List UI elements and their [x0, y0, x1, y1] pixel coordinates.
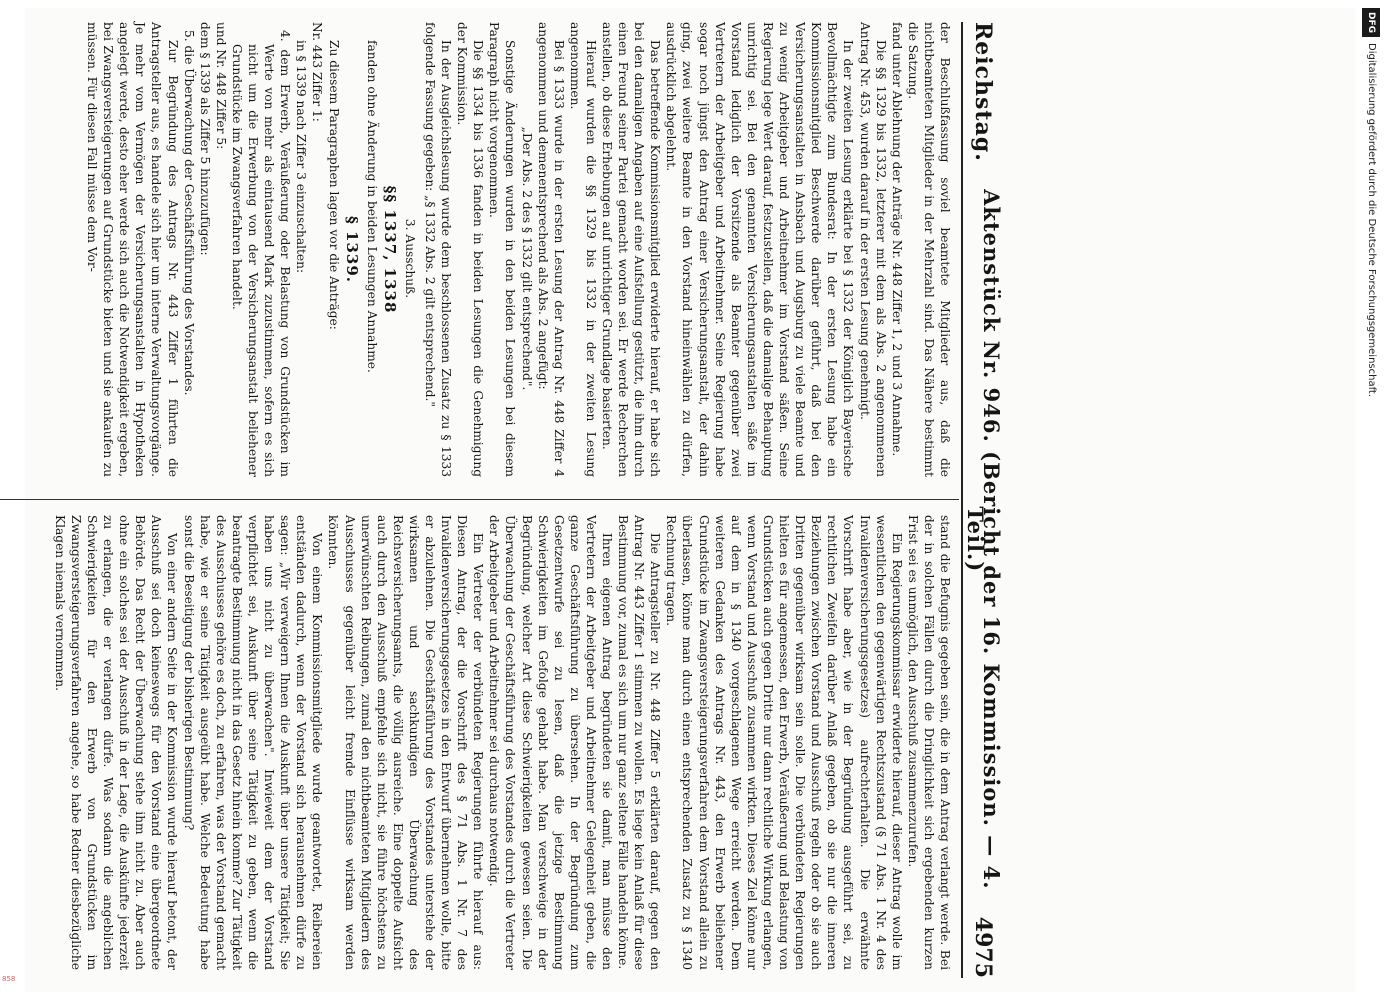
section-heading-1339: § 1339.: [342, 215, 361, 284]
sub-heading: 3. Ausschuß.: [402, 218, 417, 299]
rotated-page: [0, 8, 1009, 992]
paragraph: In der Ausgleichslesung wurde dem beschlossenen Zusatz zu § 1333 folgende Fassung gegeben: „§ 1332 Abs. 2 gilt entsprechend.": [423, 22, 454, 477]
paragraph: Das betreffende Kommissionsmitglied erwiderte hierauf, er habe sich bei den damaligen Angaben auf eine Aufstellung gestützt, die ihm durch einen Freund seiner Partei gemacht worden sei. Er werde Recherchen anstellen, ob diese Erhebungen auf unrichtiger Grundlage basierten.: [600, 22, 663, 477]
paragraph: Von einem Kommissionsmitgliede wurde geantwortet, Reibereien entständen dadurch, wenn der Vorstand sich herausnehmen dürfe zu sagen: „Wir verweigern Ihnen die Auskunft über unsere Tätigkeit; Sie haben uns nicht zu überwachen". Inwieweit dem der Vorstand verpflichtet sei, Auskunft über seine Tätigkeit zu geben, wenn die beantragte Bestimmung nicht in das Gesetz hinein komme? Zur Tätigkeit des Ausschusses gehöre es doch, zu erfahren, was der Vorstand gemacht habe, wie er seine Tätigkeit ausgeübt habe. Welche Bedeutung habe sonst die Beseitigung der bisherigen Bestimmung?: [181, 515, 325, 970]
paragraph: Die §§ 1329 bis 1332, letzterer mit dem als Abs. 2 angenommenen Antrag Nr. 453, wurden darauf in der ersten Lesung genehmigt.: [857, 22, 888, 477]
list-item: 4. dem Erwerb, Veräußerung oder Belastung von Grundstücken im Werte von mehr als eintausend Mark zuzustimmen, sofern es sich nicht um die Erwerbung von der Versicherungsanstalt beliehener Grundstücke im Zwangsverfahren handelt.: [229, 30, 293, 477]
left-column: [84, 22, 953, 477]
list-item: 5. die Überwachung der Geschäftsführung des Vorstandes.: [181, 30, 196, 396]
paragraph: Zur Begründung des Antrags Nr. 443 Ziffer 1 führten die Antragsteller aus, es handele sich hier um interne Verwaltungsvorgänge. Je mehr vom Vermögen der Versicherungsanstalten in Hypotheken angelegt werde, desto eher werde sich auch die Notwendigkeit ergeben, bei Zwangsversteigerungen auf Grundstücke bieten und sie ankaufen zu müssen. Für diesen Fall müsse dem Vor-: [85, 22, 180, 477]
paragraph: Nr. 443 Ziffer 1:: [310, 22, 325, 122]
paragraph: Hierauf wurden die §§ 1329 bis 1332 in der zweiten Lesung angenommen.: [567, 22, 598, 477]
header-title: Aktenstück Nr. 946. (Bericht der 16. Kommission. — 4. Teil.): [963, 189, 1005, 890]
digitization-stamp: [1362, 8, 1380, 992]
quoted-text: „Der Abs. 2 des § 1332 gilt entsprechend".: [519, 126, 534, 391]
scanned-page: [25, 8, 1355, 992]
paragraph: und Nr. 448 Ziffer 5:: [213, 22, 228, 150]
page-number: 4975: [970, 916, 997, 978]
paragraph: Die §§ 1334 bis 1336 fanden in beiden Lesungen die Genehmigung der Kommission.: [455, 22, 486, 477]
paragraph: Sonstige Änderungen wurden in den beiden Lesungen bei diesem Paragraph nicht vorgenommen.: [487, 22, 518, 477]
paragraph: in § 1339 nach Ziffer 3 einzuschalten:: [294, 40, 309, 274]
paragraph: Ein Regierungskommissar erwiderte hierauf, dieser Antrag wolle im wesentlichen den gegenwärtigen Rechtszustand (§ 71 Abs. 1 Nr. 4 des Invalidenversicherungsgesetzes) aufrechterhalten. Die erwähnte Vorschrift habe aber, wie in der Begründung ausgeführt sei, zu rechtlichen Zweifeln darüber Anlaß gegeben, ob sie nur die inneren Beziehungen zwischen Vorstand und Ausschuß regeln oder ob sie auch Dritten gegenüber wirksam sein solle. Die verbündeten Regierungen hielten es für angemessen, den Erwerb, Veräußerung und Belastung von Grundstücken auch gegen Dritte nur dann rechtliche Wirkung erlangen, wenn Vorstand und Ausschuß zusammen wirkten. Dieses Ziel könne nur auf dem in § 1340 vorgeschlagenen Wege erreicht werden. Dem weiteren Gedanken des Antrags Nr. 443, den Erwerb beliehener Grundstücke im Zwangsversteigerungsverfahren dem Vorstand allein zu überlassen, könne man durch einen entsprechenden Zusatz zu § 1340 Rechnung tragen.: [664, 515, 904, 970]
column-divider: [0, 499, 959, 500]
paragraph: Zu diesem Paragraphen lagen vor die Anträge:: [326, 40, 341, 330]
paragraph: Von einer andern Seite in der Kommission wurde hierauf betont, der Ausschuß sei doch keineswegs für den Vorstand eine übergeordnete Behörde. Das Recht der Überwachung stehe ihm nicht zu. Aber auch ohne ein solches sei der Ausschuß in der Lage, die Auskünfte jederzeit zu erlangen, die er verlangen dürfe. Was sodann die angeblichen Schwierigkeiten für den Erwerb von Grundstücken im Zwangsversteigerungsverfahren angehe, so habe Redner diesbezügliche Klagen niemals vernommen.: [52, 515, 180, 970]
paragraph: In der zweiten Lesung erklärte bei § 1332 der Königlich Bayerische Bevollmächtigte zum Bundesrat: In der ersten Lesung habe ein Kommissionsmitglied Beschwerde darüber geführt, daß bei den Versicherungsanstalten in Ansbach und Augsburg zu viele Beamte und zu wenig Arbeitgeber und Arbeitnehmer im Vorstand säßen. Seine Regierung lege Wert darauf, festzustellen, daß die damalige Behauptung unrichtig sei. Bei den genannten Versicherungsanstalten säße im Vorstand lediglich der Vorsitzende als Beamter gegenüber zwei Vertretern der Arbeitgeber und Arbeitnehmer. Seine Regierung habe sogar noch jüngst den Antrag einer Versicherungsanstalt, der dahin ging, zwei weitere Beamte in den Vorstand hineinwählen zu dürfen, ausdrücklich abgelehnt.: [664, 22, 856, 477]
page-header: [961, 22, 1003, 978]
dfg-logo: DFG: [1362, 8, 1380, 37]
paragraph: fanden ohne Änderung in beiden Lesungen Annahme.: [364, 40, 379, 373]
paragraph: dem § 1339 als Ziffer 5 hinzuzufügen:: [197, 22, 212, 256]
paragraph: stand die Befugnis gegeben sein, die in dem Antrag verlangt werde. Bei der in solchen Fällen durch die Dringlichkeit sich ergebenden kurzen Frist sei es unmöglich, den Ausschuß zusammenzurufen.: [905, 515, 952, 970]
paragraph: der Beschlußfassung soviel beamtete Mitglieder aus, daß die nichtbeamteten Mitglieder in der Mehrzahl sind. Das Nähere bestimmt die Satzung.: [905, 22, 952, 477]
digitization-note: Digitalisierung gefördert durch die Deutsche Forschungsgemeinschaft.: [1366, 43, 1377, 398]
paragraph: Die Antragsteller zu Nr. 448 Ziffer 5 erklärten darauf, gegen den Antrag Nr. 443 Ziffer 1 stimmen zu wollen. Es liege kein Anlaß für diese Bestimmung vor, zumal es sich um nur ganz seltene Fälle handeln könne.: [616, 515, 663, 970]
paragraph: fand unter Ablehnung der Anträge Nr. 448 Ziffer 1, 2 und 3 Annahme.: [889, 22, 904, 457]
paragraph: Ein Vertreter der verbündeten Regierungen führte hierauf aus: Diesen Antrag, der die Vorschrift des § 71 Abs. 1 Nr. 7 des Invalidenversicherungsgesetzes in den Entwurf übernehmen wolle, bitte er abzulehnen. Die Geschäftsführung des Vorstandes unterstehe der wirksamen und sachkundigen Überwachung des Reichsversicherungsamts, die völlig ausreiche. Eine doppelte Aufsicht auch durch den Ausschuß empfehle sich nicht, sie führe höchstens zu unerwünschten Reibungen, zumal den nichtbeamteten Mitgliedern des Ausschusses gegenüber leicht fremde Einflüsse wirksam werden könnten.: [326, 515, 486, 970]
paragraph: Ihren eigenen Antrag begründeten sie damit, man müsse den Vertretern der Arbeitgeber und Arbeitnehmer Gelegenheit geben, die ganze Geschäftsführung zu übersehen. In der Begründung zum Gesetzentwurfe sei zu lesen, daß die jetzige Bestimmung Schwierigkeiten im Gefolge gehabt habe. Man verschweige in der Begründung, welcher Art diese Schwierigkeiten gewesen seien. Die Überwachung der Geschäftsführung des Vorstandes durch die Vertreter der Arbeitgeber und Arbeitnehmer sei durchaus notwendig.: [487, 515, 615, 970]
header-left: Reichstag.: [970, 22, 997, 162]
paragraph: Bei § 1333 wurde in der ersten Lesung der Antrag Nr. 448 Ziffer 4 angenommen und demenentsprechend als Abs. 2 angefügt:: [535, 22, 566, 477]
right-column: [52, 515, 953, 970]
corner-mark: 858: [2, 975, 16, 983]
section-heading-1337: §§ 1337, 1338: [380, 185, 399, 314]
